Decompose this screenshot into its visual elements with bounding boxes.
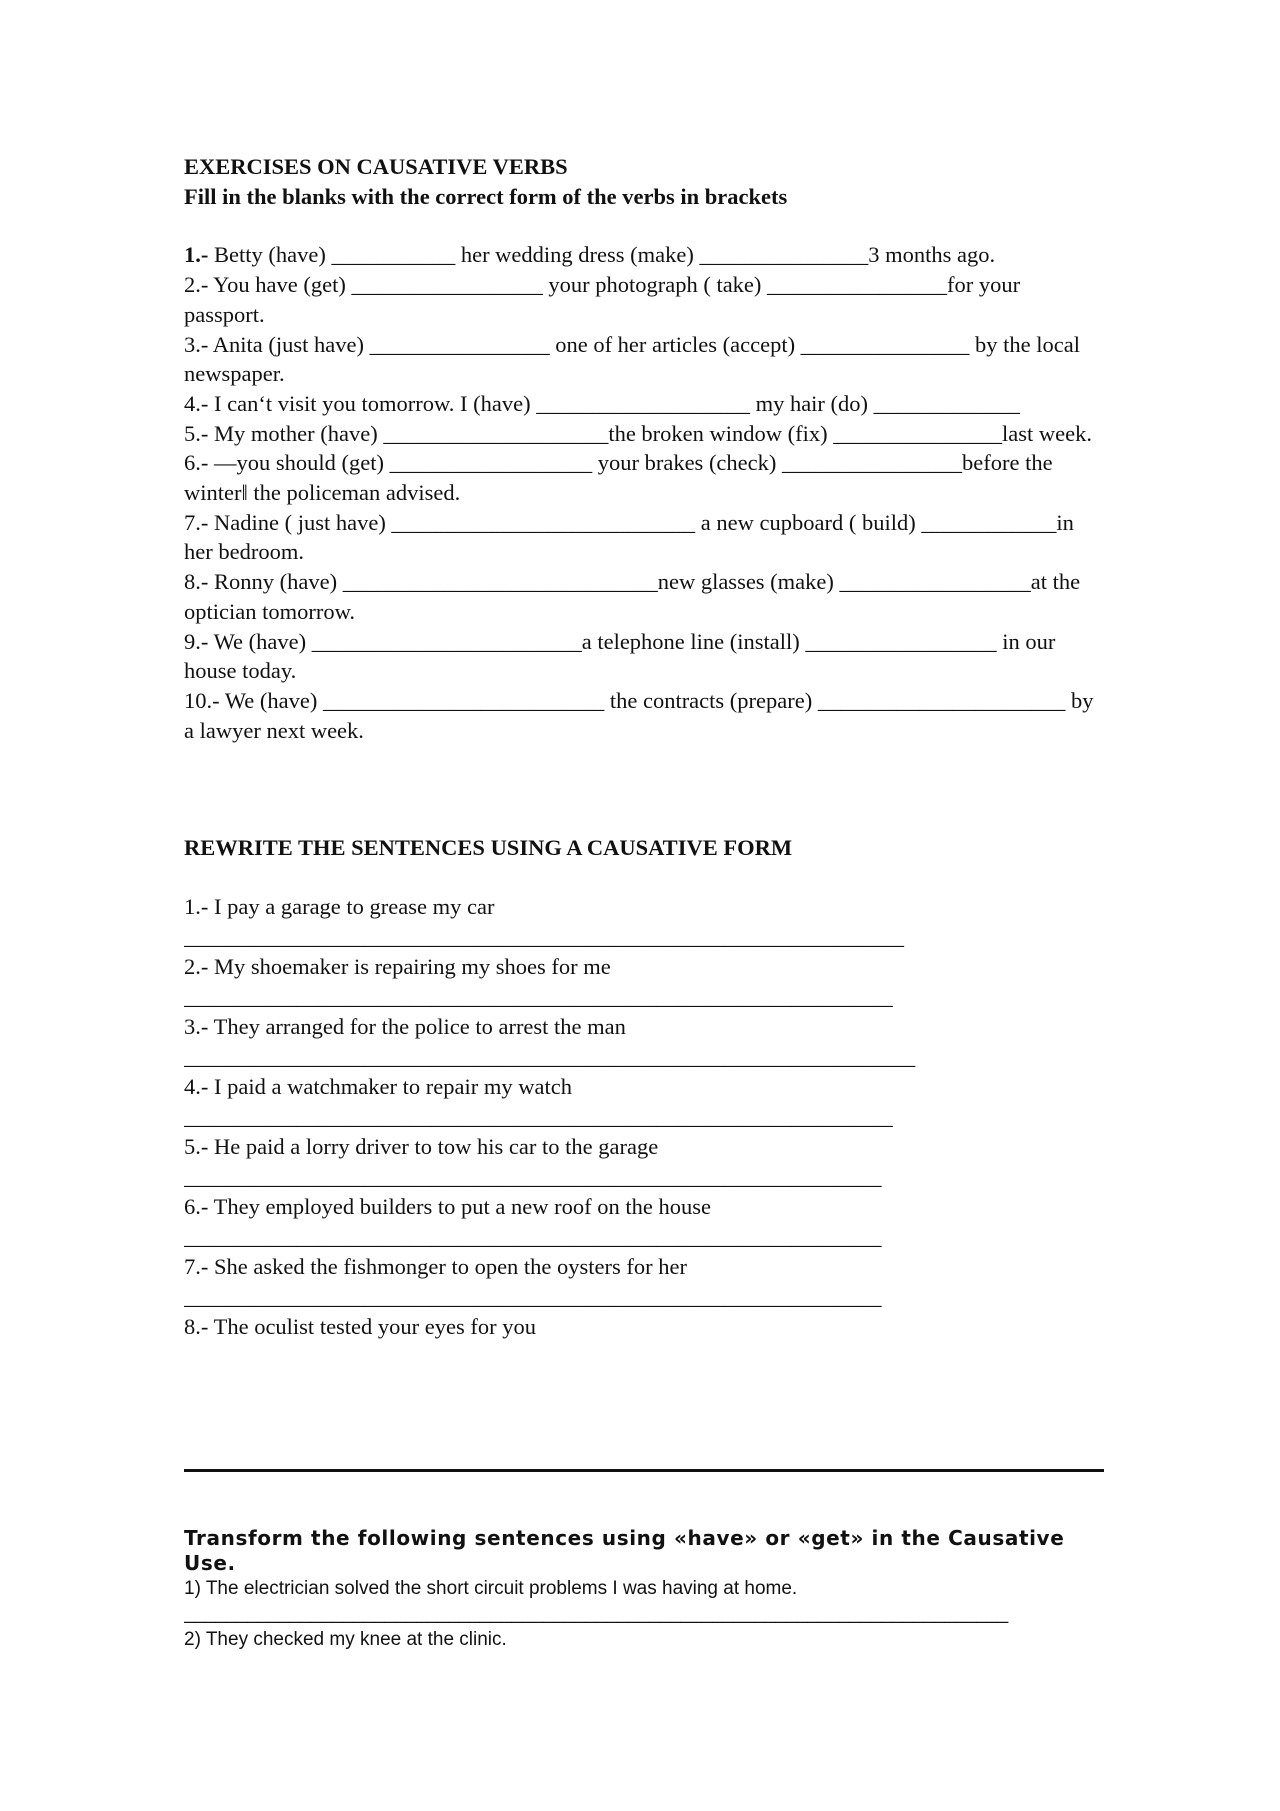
- exercise-item: 2.- You have (get) _________________ your photograph ( take) ________________for your passport.: [184, 272, 1026, 327]
- answer-line[interactable]: ________________________________________________________________: [184, 924, 904, 950]
- rewrite-question: 1.- I pay a garage to grease my car: [184, 894, 495, 920]
- answer-line[interactable]: ______________________________________________________________: [184, 1224, 882, 1250]
- rewrite-exercise: [184, 892, 1104, 1342]
- rewrite-section-title: REWRITE THE SENTENCES USING A CAUSATIVE FORM: [184, 835, 793, 861]
- section-divider: [184, 1469, 1104, 1472]
- worksheet: [184, 152, 1104, 1342]
- answer-line[interactable]: _________________________________________________________________: [184, 1044, 916, 1070]
- answer-line[interactable]: _______________________________________________________________: [184, 1104, 893, 1130]
- answer-line[interactable]: ______________________________________________________________: [184, 1284, 882, 1310]
- transform-exercise: [184, 1526, 1104, 1652]
- rewrite-question: 3.- They arranged for the police to arrest the man: [184, 1014, 626, 1040]
- rewrite-question: 6.- They employed builders to put a new roof on the house: [184, 1194, 711, 1220]
- exercise-item: 3.- Anita (just have) ________________ one of her articles (accept) _______________ by the local newspaper.: [184, 331, 1086, 387]
- answer-line[interactable]: _______________________________________________________________: [184, 984, 893, 1010]
- item-number: 1.-: [184, 242, 209, 268]
- rewrite-item: [184, 1132, 1104, 1192]
- answer-line[interactable]: ______________________________________________________________: [184, 1164, 882, 1190]
- rewrite-item: [184, 892, 1104, 952]
- fill-in-exercise: [184, 240, 1104, 745]
- instruction-text: Fill in the blanks with the correct form of the verbs in brackets: [184, 183, 788, 209]
- rewrite-question: 4.- I paid a watchmaker to repair my watch: [184, 1074, 572, 1100]
- transform-section-title: Transform the following sentences using «have» or «get» in the Causative Use.: [184, 1526, 1065, 1575]
- transform-question: 1) The electrician solved the short circuit problems I was having at home.: [184, 1578, 798, 1599]
- exercise-item: 8.- Ronny (have) ____________________________new glasses (make) _________________at the optician tomorrow.: [184, 569, 1086, 624]
- rewrite-item: [184, 1312, 1104, 1342]
- rewrite-item: [184, 1252, 1104, 1312]
- exercise-item: 6.- ―you should (get) __________________ your brakes (check) ________________before the winter‖ the policeman advised.: [184, 450, 1059, 506]
- worksheet-title: EXERCISES ON CAUSATIVE VERBS: [184, 154, 568, 179]
- rewrite-item: [184, 1072, 1104, 1132]
- exercise-item: 7.- Nadine ( just have) ___________________________ a new cupboard ( build) ____________in her bedroom.: [184, 509, 1080, 565]
- transform-question: 2) They checked my knee at the clinic.: [184, 1629, 507, 1650]
- answer-line[interactable]: ______________________________________________________________________________: [184, 1603, 1009, 1624]
- rewrite-question: 8.- The oculist tested your eyes for you: [184, 1314, 537, 1340]
- exercise-item: [184, 240, 1104, 270]
- exercise-item: 9.- We (have) ________________________a telephone line (install) _________________ in our house today.: [184, 628, 1062, 684]
- rewrite-item: [184, 1192, 1104, 1252]
- item-text: Betty (have) ___________ her wedding dress (make) _______________3 months ago.: [208, 242, 996, 268]
- exercise-item: 10.- We (have) _________________________ the contracts (prepare) ______________________ by a lawyer next week.: [184, 687, 1100, 743]
- rewrite-question: 5.- He paid a lorry driver to tow his car to the garage: [184, 1134, 659, 1160]
- rewrite-item: [184, 952, 1104, 1012]
- rewrite-item: [184, 1012, 1104, 1072]
- exercise-item: 5.- My mother (have) ____________________the broken window (fix) _______________last week.: [184, 420, 1092, 446]
- rewrite-question: 7.- She asked the fishmonger to open the oysters for her: [184, 1254, 687, 1280]
- rewrite-question: 2.- My shoemaker is repairing my shoes for me: [184, 954, 611, 980]
- exercise-item: 4.- I can‘t visit you tomorrow. I (have) ___________________ my hair (do) _____________: [184, 390, 1020, 416]
